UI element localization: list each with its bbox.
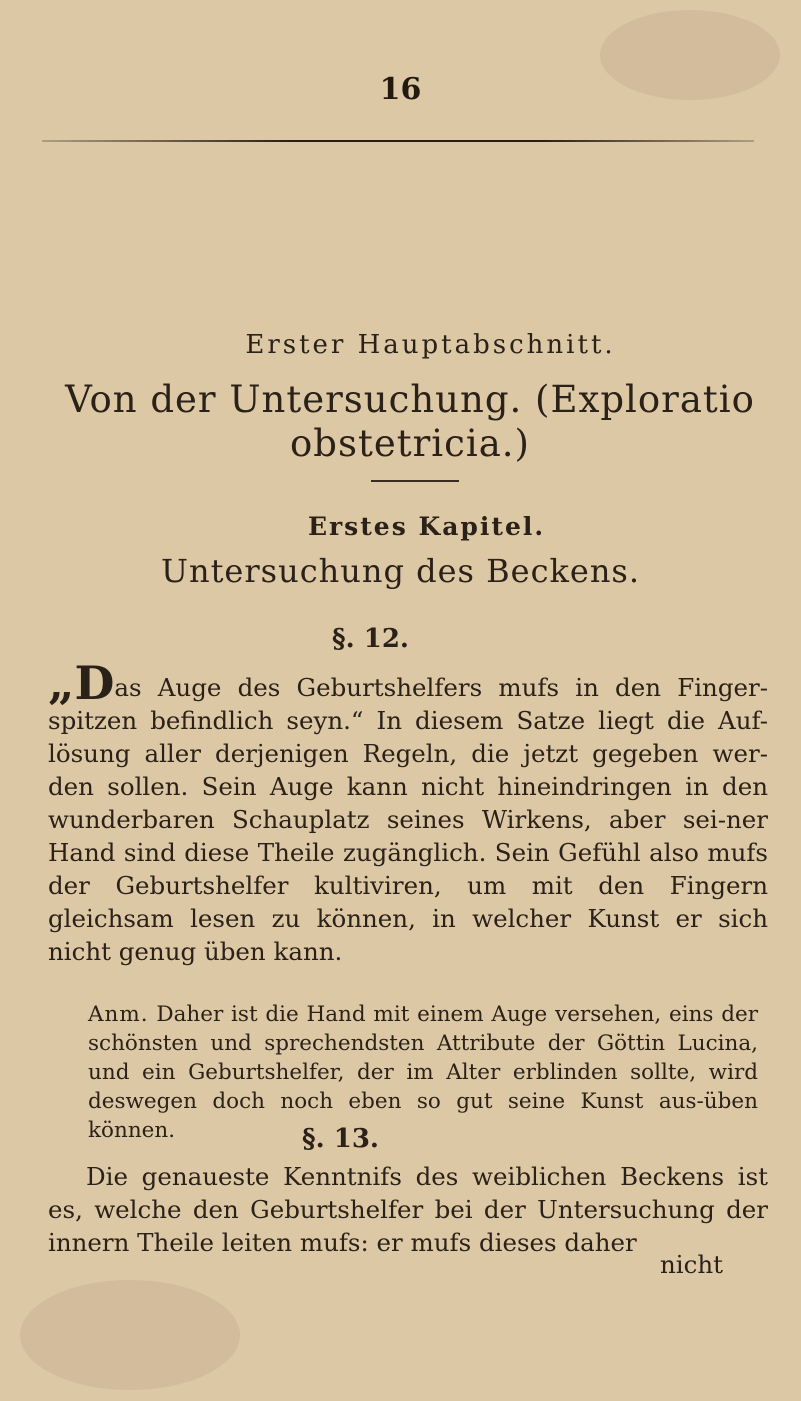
annotation-text: Daher ist die Hand mit einem Auge versehen, eins der schönsten und sprechendsten Attribute der Göttin Lucina, und ein Geburtshelfer, der im Alter erblinden sollte, wird deswegen doch noch eben so gut seine Kunst aus-üben können. xyxy=(88,1002,758,1143)
section-number-12: §. 12. xyxy=(332,624,409,654)
page-number: 16 xyxy=(379,72,422,107)
section-12-paragraph xyxy=(48,656,768,968)
chapter-heading: Erstes Kapitel. xyxy=(307,512,546,541)
paper-stain xyxy=(20,1280,240,1390)
header-rule xyxy=(42,140,754,142)
drop-cap: „D xyxy=(48,656,115,710)
part-title: Von der Untersuchung. (Exploratio obstetricia.) xyxy=(65,378,755,465)
section-13-paragraph: Die genaueste Kenntnifs des weiblichen Beckens ist es, welche den Geburtshelfer bei der Untersuchung der innern Theile leiten mufs: er mufs dieses daher xyxy=(48,1162,768,1257)
part-heading: Erster Hauptabschnitt. xyxy=(245,330,616,360)
catchword: nicht xyxy=(660,1250,723,1279)
annotation-label: Anm. xyxy=(88,1002,149,1027)
chapter-title: Untersuchung des Beckens. xyxy=(160,552,641,590)
section-number-13: §. 13. xyxy=(302,1124,379,1154)
section-12-text: as Auge des Geburtshelfers mufs in den Finger-spitzen befindlich seyn.“ In diesem Satze liegt die Auf-lösung aller derjenigen Regeln, die jetzt gegeben wer-den sollen. Sein Auge kann nicht hineindringen in den wunderbaren Schauplatz seines Wirkens, aber sei-ner Hand sind diese Theile zugänglich. Sein Gefühl also mufs der Geburtshelfer kultiviren, um mit den Fingern gleichsam lesen zu können, in welcher Kunst er sich nicht genug üben kann. xyxy=(48,673,768,966)
title-divider xyxy=(371,480,459,482)
